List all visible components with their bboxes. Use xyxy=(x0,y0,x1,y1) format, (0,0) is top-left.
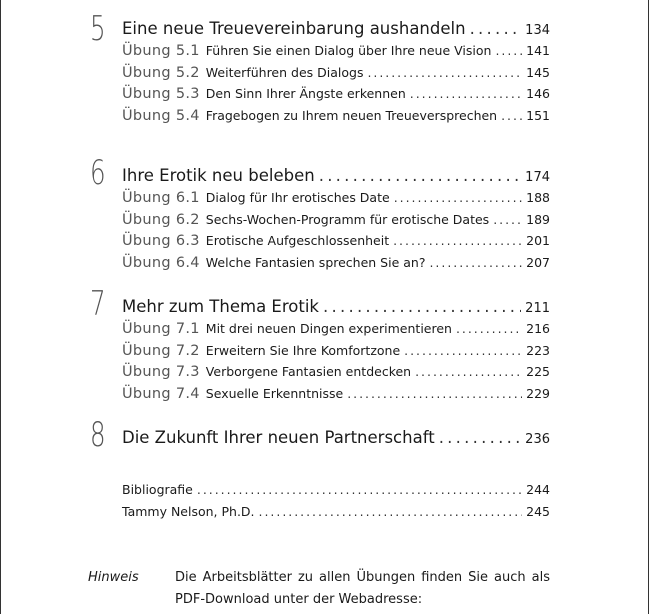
chapter-title: Die Zukunft Ihrer neuen Partnerschaft xyxy=(122,428,435,447)
page-number: 244 xyxy=(526,482,550,497)
leader-dots xyxy=(493,209,522,231)
note-line-1: Die Arbeitsblätter zu allen Übungen finden Sie auch als xyxy=(175,570,550,585)
chapter-title-entry[interactable] xyxy=(122,165,550,187)
backmatter-title: Tammy Nelson, Ph.D. xyxy=(122,504,255,519)
chapter-number: 5 xyxy=(90,9,106,49)
note-label: Hinweis xyxy=(88,570,139,585)
chapter-number: 7 xyxy=(90,284,106,324)
chapter-title: Mehr zum Thema Erotik xyxy=(122,297,319,316)
exercise-entry[interactable] xyxy=(122,62,550,84)
exercise-title: Verborgene Fantasien entdecken xyxy=(205,364,412,380)
leader-dots xyxy=(347,383,522,405)
exercise-tag: Übung 7.3 xyxy=(122,364,200,381)
page-number: 223 xyxy=(526,342,550,358)
page-number: 229 xyxy=(526,385,550,401)
exercise-title: Dialog für Ihr erotisches Date xyxy=(205,190,390,205)
backmatter-entry[interactable] xyxy=(122,479,550,501)
exercise-entry[interactable] xyxy=(122,187,550,209)
exercise-entry[interactable] xyxy=(122,340,550,362)
exercise-title: Sechs-Wochen-Programm für erotische Dates xyxy=(205,211,490,227)
page-number: 134 xyxy=(525,23,550,38)
backmatter xyxy=(122,479,550,523)
exercise-tag: Übung 7.4 xyxy=(122,385,200,402)
page-number: 188 xyxy=(526,190,550,205)
page-number: 145 xyxy=(526,64,550,80)
exercise-title: Erotische Aufgeschlossenheit xyxy=(205,233,390,249)
exercise-title: Welche Fantasien sprechen Sie an? xyxy=(205,254,426,270)
leader-dots xyxy=(495,40,522,62)
page-number: 207 xyxy=(526,254,550,270)
exercise-tag: Übung 5.2 xyxy=(122,64,200,81)
leader-dots xyxy=(456,318,522,340)
leader-dots xyxy=(323,296,521,318)
exercise-entry[interactable] xyxy=(122,361,550,383)
exercise-entry[interactable] xyxy=(122,252,550,274)
page-number: 225 xyxy=(526,364,550,380)
page-number: 189 xyxy=(526,211,550,227)
exercise-entry[interactable] xyxy=(122,383,550,405)
leader-dots xyxy=(404,340,522,362)
leader-dots xyxy=(367,62,522,84)
page-number: 151 xyxy=(526,107,550,123)
exercise-title: Führen Sie einen Dialog über Ihre neue Vision xyxy=(205,43,492,58)
chapter-6 xyxy=(88,153,550,296)
exercise-entry[interactable] xyxy=(122,209,550,231)
page-number: 245 xyxy=(526,504,550,519)
exercise-title: Erweitern Sie Ihre Komfortzone xyxy=(205,342,401,358)
exercise-entry[interactable] xyxy=(122,105,550,127)
page-edge-left xyxy=(0,0,1,614)
page-number: 236 xyxy=(525,432,550,447)
page-number: 146 xyxy=(526,86,550,102)
page-number: 201 xyxy=(526,233,550,249)
exercise-tag: Übung 5.4 xyxy=(122,107,200,124)
leader-dots xyxy=(259,501,522,523)
exercise-title: Sexuelle Erkenntnisse xyxy=(205,385,344,401)
exercise-title: Mit drei neuen Dingen experimentieren xyxy=(205,321,452,336)
leader-dots xyxy=(415,361,522,383)
exercise-tag: Übung 5.3 xyxy=(122,86,200,103)
note-section xyxy=(88,567,550,611)
chapter-title-entry[interactable] xyxy=(122,296,550,318)
leader-dots xyxy=(429,252,522,274)
exercise-entry[interactable] xyxy=(122,40,550,62)
chapter-title-entry[interactable] xyxy=(122,18,550,40)
exercise-title: Fragebogen zu Ihrem neuen Treueversprechen xyxy=(205,107,498,123)
exercise-title: Weiterführen des Dialogs xyxy=(205,64,364,80)
page-edge-right xyxy=(648,0,649,614)
leader-dots xyxy=(319,165,521,187)
exercise-tag: Übung 6.3 xyxy=(122,233,200,250)
chapter-title: Ihre Erotik neu beleben xyxy=(122,166,315,185)
exercise-tag: Übung 7.1 xyxy=(122,321,200,337)
chapter-number: 6 xyxy=(90,153,106,193)
exercise-tag: Übung 6.1 xyxy=(122,190,200,206)
chapter-title: Eine neue Treuevereinbarung aushandeln xyxy=(122,19,466,38)
page-number: 216 xyxy=(526,321,550,336)
page-number: 211 xyxy=(525,301,550,316)
exercise-tag: Übung 6.4 xyxy=(122,254,200,271)
exercise-tag: Übung 5.1 xyxy=(122,43,200,59)
leader-dots xyxy=(470,18,522,40)
exercise-tag: Übung 6.2 xyxy=(122,211,200,228)
leader-dots xyxy=(439,427,521,449)
chapter-5 xyxy=(88,9,550,145)
chapter-7 xyxy=(88,284,550,427)
exercise-tag: Übung 7.2 xyxy=(122,342,200,359)
leader-dots xyxy=(197,479,522,501)
leader-dots xyxy=(501,105,522,127)
leader-dots xyxy=(394,187,522,209)
chapter-title-entry[interactable] xyxy=(122,427,550,449)
leader-dots xyxy=(393,230,522,252)
chapter-8 xyxy=(88,415,550,457)
exercise-entry[interactable] xyxy=(122,83,550,105)
exercise-title: Den Sinn Ihrer Ängste erkennen xyxy=(205,86,406,102)
exercise-entry[interactable] xyxy=(122,318,550,340)
note-line-2: PDF-Download unter der Webadresse: xyxy=(175,592,423,607)
backmatter-entry[interactable] xyxy=(122,501,550,523)
backmatter-title: Bibliografie xyxy=(122,482,193,497)
page-number: 174 xyxy=(525,170,550,185)
table-of-contents xyxy=(88,10,550,457)
exercise-entry[interactable] xyxy=(122,230,550,252)
leader-dots xyxy=(410,83,522,105)
chapter-number: 8 xyxy=(90,415,106,455)
note-text xyxy=(175,567,550,611)
page-number: 141 xyxy=(526,43,550,58)
